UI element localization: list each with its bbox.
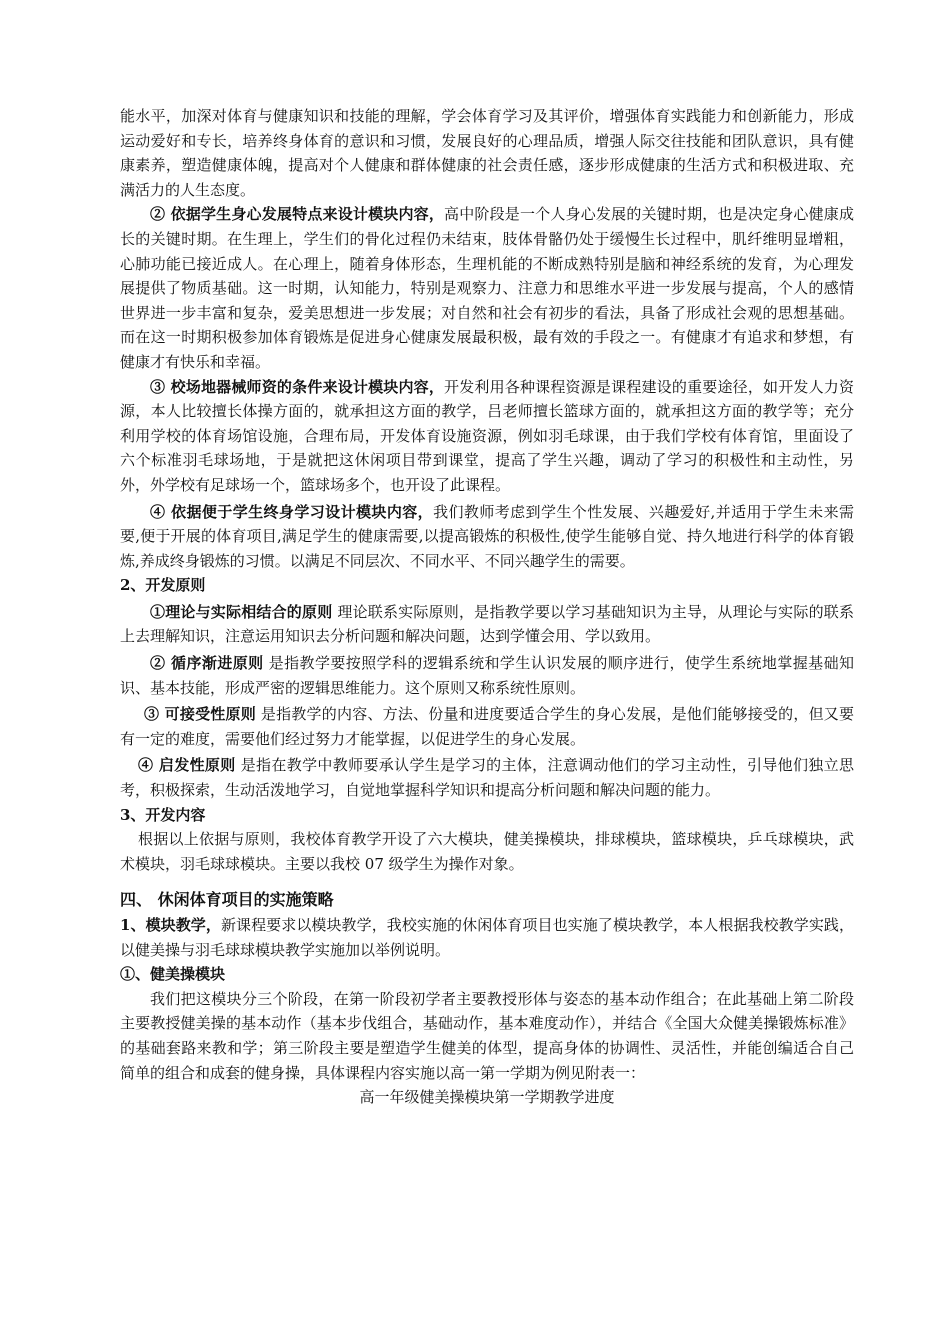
principle-1-title: ①理论与实际相结合的原则 — [150, 602, 333, 621]
basis-paragraph-4 — [120, 500, 854, 574]
principle-3-body: 是指教学的内容、方法、份量和进度要适合学生的身心发展，是他们能够接受的，但又要有一定的难度，需要他们经过努力才能掌握，以促进学生的身心发展。 — [120, 705, 854, 748]
basis-2-title: ② 依据学生身心发展特点来设计模块内容， — [150, 205, 445, 224]
aerobics-heading: ①、健美操模块 — [120, 965, 226, 984]
module-teaching-title: 1、模块教学， — [120, 916, 221, 934]
basis-paragraph-2 — [120, 202, 854, 374]
principle-3-title: ③ 可接受性原则 — [144, 705, 256, 724]
intro-paragraph: 能水平，加深对体育与健康知识和技能的理解，学会体育学习及其评价，增强体育实践能力和创新能力，形成运动爱好和专长，培养终身体育的意识和习惯，发展良好的心理品质，增强人际交往技能和团队意识，具有健康素养，塑造健康体魄，提高对个人健康和群体健康的社会责任感，逐步形成健康的生活方式和积极进取、充满活力的人生态度。 — [120, 107, 854, 199]
principle-1-body: 理论联系实际原则，是指教学要以学习基础知识为主导，从理论与实际的联系上去理解知识，注意运用知识去分析问题和解决问题，达到学懂会用、学以致用。 — [120, 602, 854, 646]
principle-2-title: ② 循序渐进原则 — [150, 654, 264, 673]
basis-paragraph-3 — [120, 375, 854, 498]
module-teaching-body: 新课程要求以模块教学，我校实施的休闲体育项目也实施了模块教学，本人根据我校教学实践，以健美操与羽毛球球模块教学实施加以举例说明。 — [120, 916, 854, 959]
basis-4-title: ④ 依据便于学生终身学习设计模块内容， — [150, 502, 434, 521]
principle-2 — [120, 651, 854, 700]
table-caption: 高一年级健美操模块第一学期教学进度 — [359, 1088, 615, 1107]
basis-4-body: 我们教师考虑到学生个性发展、兴趣爱好,并适用于学生未来需要,便于开展的体育项目,满足学生的健康需要,以提高锻炼的积极性,使学生能够自觉、持久地进行科学的体育锻炼,养成终身锻炼的习惯。以满足不同层次、不同水平、不同兴趣学生的需要。 — [120, 502, 854, 570]
basis-3-title: ③ 校场地器械师资的条件来设计模块内容， — [150, 377, 445, 396]
principle-2-body: 是指教学要按照学科的逻辑系统和学生认识发展的顺序进行，使学生系统地掌握基础知识、基本技能，形成严密的逻辑思维能力。这个原则又称系统性原则。 — [120, 654, 854, 697]
content-paragraph: 根据以上依据与原则，我校体育教学开设了六大模块，健美操模块，排球模块，篮球模块，乒乓球模块，武术模块，羽毛球球模块。主要以我校 07 级学生为操作对象。 — [120, 830, 854, 873]
aerobics-paragraph: 我们把这模块分三个阶段，在第一阶段初学者主要教授形体与姿态的基本动作组合；在此基础上第二阶段主要教授健美操的基本动作（基本步伐组合，基础动作，基本难度动作），并结合《全国大众健美操锻炼标准》的基础套路来教和学；第三阶段主要是塑造学生健美的体型，提高身体的协调性、灵活性，并能创编适合自己简单的组合和成套的健身操，具体课程内容实施以高一第一学期为例见附表一： — [120, 989, 854, 1082]
section-4-heading: 四、 休闲体育项目的实施策略 — [120, 890, 334, 910]
principle-4-body: 是指在教学中教师要承认学生是学习的主体，注意调动他们的学习主动性，引导他们独立思考，积极探索，生动活泼地学习，自觉地掌握科学知识和提高分析问题和解决问题的能力。 — [120, 756, 854, 800]
document-page — [120, 104, 854, 1110]
principle-4-title: ④ 启发性原则 — [138, 756, 236, 775]
content-heading: 3、开发内容 — [120, 805, 206, 824]
module-teaching-paragraph — [120, 913, 854, 962]
principle-1 — [120, 600, 854, 649]
principles-heading: 2、开发原则 — [120, 576, 206, 595]
basis-2-body: 高中阶段是一个人身心发展的关键时期，也是决定身心健康成长的关键时期。在生理上，学生们的骨化过程仍未结束，肢体骨骼仍处于缓慢生长过程中，肌纤维明显增粗，心肺功能已接近成人。在心理上，随着身体形态，生理机能的不断成熟特别是脑和神经系统的发育，为心理发展提供了物质基础。这一时期，认知能力，特别是观察力、注意力和思维水平进一步发展与提高，个人的感情世界进一步丰富和复杂，爱美思想进一步发展；对自然和社会有初步的看法，具备了形成社会观的思想基础。而在这一时期积极参加体育锻炼是促进身心健康发展最积极，最有效的手段之一。有健康才有追求和梦想，有健康才有快乐和幸福。 — [120, 205, 854, 371]
principle-3 — [120, 702, 854, 751]
principle-4 — [120, 753, 854, 802]
basis-3-body: 开发利用各种课程资源是课程建设的重要途径，如开发人力资源，本人比较擅长体操方面的，就承担这方面的教学，吕老师擅长篮球方面的，就承担这方面的教学等；充分利用学校的体育场馆设施，合理布局，开发体育设施资源，例如羽毛球课，由于我们学校有体育馆，里面设了六个标准羽毛球场地，于是就把这休闲项目带到课堂，提高了学生兴趣，调动了学习的积极性和主动性，另外，外学校有足球场一个，篮球场多个，也开设了此课程。 — [120, 377, 854, 494]
